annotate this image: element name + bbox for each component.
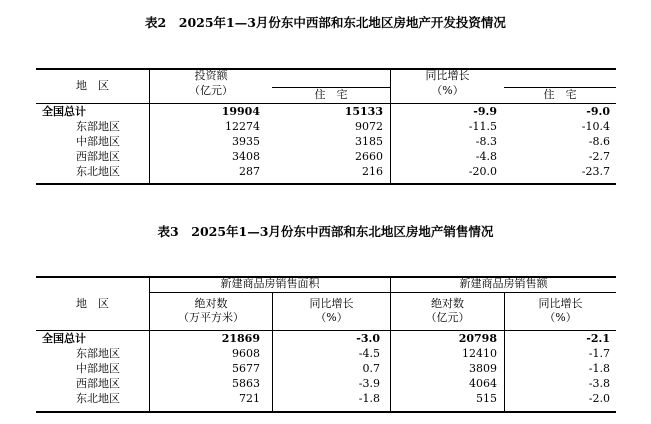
table2-header-residential-yoy: 住 宅 [543,88,577,101]
table2-title: 表2 2025年1—3月份东中西部和东北地区房地产开发投资情况 [145,15,506,30]
table3-group-rule [150,292,616,293]
yoy-value: -8.3 [475,135,497,148]
table2-top-rule [36,68,616,70]
residential-value: 9072 [355,120,383,133]
sales-amount-value: 515 [476,392,497,405]
table3-header-amount-yoy: 同比增长 [538,297,583,310]
table3-header-area-abs: 绝对数 [194,297,228,310]
residential-value: 15133 [344,105,383,118]
sales-amount-value: 20798 [458,332,497,345]
sales-amount-value: 4064 [469,377,497,390]
residential-yoy-value: -10.4 [581,120,610,133]
table3-header-area-yoy: 同比增长 [309,297,354,310]
table2-header-region: 地 区 [76,79,109,92]
table3-bottom-rule [36,411,616,413]
table2-bottom-rule [36,183,616,185]
region-name: 东北地区 [76,165,120,178]
region-name: 中部地区 [76,135,120,148]
region-name: 全国总计 [42,105,86,118]
residential-yoy-value: -8.6 [588,135,610,148]
residential-value: 216 [362,165,383,178]
table2-header-investment: 投资额 [194,69,228,82]
sales-area-value: 721 [239,392,260,405]
table2-header-yoy: 同比增长 [425,69,470,82]
region-name: 东部地区 [76,347,120,360]
region-name: 东部地区 [76,120,120,133]
table3-header-amount-abs-unit: （亿元） [425,311,470,324]
table2-header-investment-unit: （亿元） [189,84,233,97]
sales-area-yoy-value: 0.7 [362,362,380,375]
sales-amount-yoy-value: -2.0 [588,392,610,405]
sales-amount-yoy-value: -2.1 [586,332,610,345]
residential-yoy-value: -9.0 [586,105,610,118]
sales-area-value: 5863 [232,377,260,390]
investment-value: 287 [239,165,260,178]
residential-value: 2660 [355,150,383,163]
table3-header-area-yoy-unit: （%） [315,311,348,324]
table2-header-yoy-unit: （%） [431,84,464,97]
sales-area-yoy-value: -3.9 [358,377,380,390]
yoy-value: -4.8 [475,150,497,163]
investment-value: 12274 [225,120,260,133]
table3-title: 表3 2025年1—3月份东中西部和东北地区房地产销售情况 [157,224,494,239]
table3-header-amount-group: 新建商品房销售额 [459,277,548,290]
table3-header-region: 地 区 [76,297,109,310]
table2-header-rule [36,103,616,104]
region-name: 西部地区 [76,377,120,390]
residential-value: 3185 [355,135,383,148]
sales-area-value: 9608 [232,347,260,360]
region-name: 全国总计 [42,332,86,345]
sales-amount-yoy-value: -1.8 [588,362,610,375]
sales-amount-value: 12410 [462,347,497,360]
sales-amount-yoy-value: -1.7 [588,347,610,360]
table3-header-amount-yoy-unit: （%） [544,311,577,324]
region-name: 西部地区 [76,150,120,163]
region-name: 中部地区 [76,362,120,375]
yoy-value: -11.5 [468,120,497,133]
investment-value: 19904 [221,105,260,118]
table3-header-area-abs-unit: （万平方米） [178,311,244,324]
sales-amount-value: 3809 [469,362,497,375]
table3-header-rule [36,330,616,331]
sales-area-value: 5677 [232,362,260,375]
investment-value: 3935 [232,135,260,148]
investment-value: 3408 [232,150,260,163]
residential-yoy-value: -23.7 [581,165,610,178]
table3-header-area-group: 新建商品房销售面积 [220,277,320,290]
residential-yoy-value: -2.7 [588,150,610,163]
sales-area-yoy-value: -4.5 [358,347,380,360]
sales-area-yoy-value: -3.0 [356,332,380,345]
sales-area-value: 21869 [221,332,260,345]
table2-header-residential: 住 宅 [314,88,348,101]
sales-amount-yoy-value: -3.8 [588,377,610,390]
sales-area-yoy-value: -1.8 [358,392,380,405]
yoy-value: -9.9 [473,105,497,118]
yoy-value: -20.0 [468,165,497,178]
region-name: 东北地区 [76,392,120,405]
table3-header-amount-abs: 绝对数 [431,297,464,310]
